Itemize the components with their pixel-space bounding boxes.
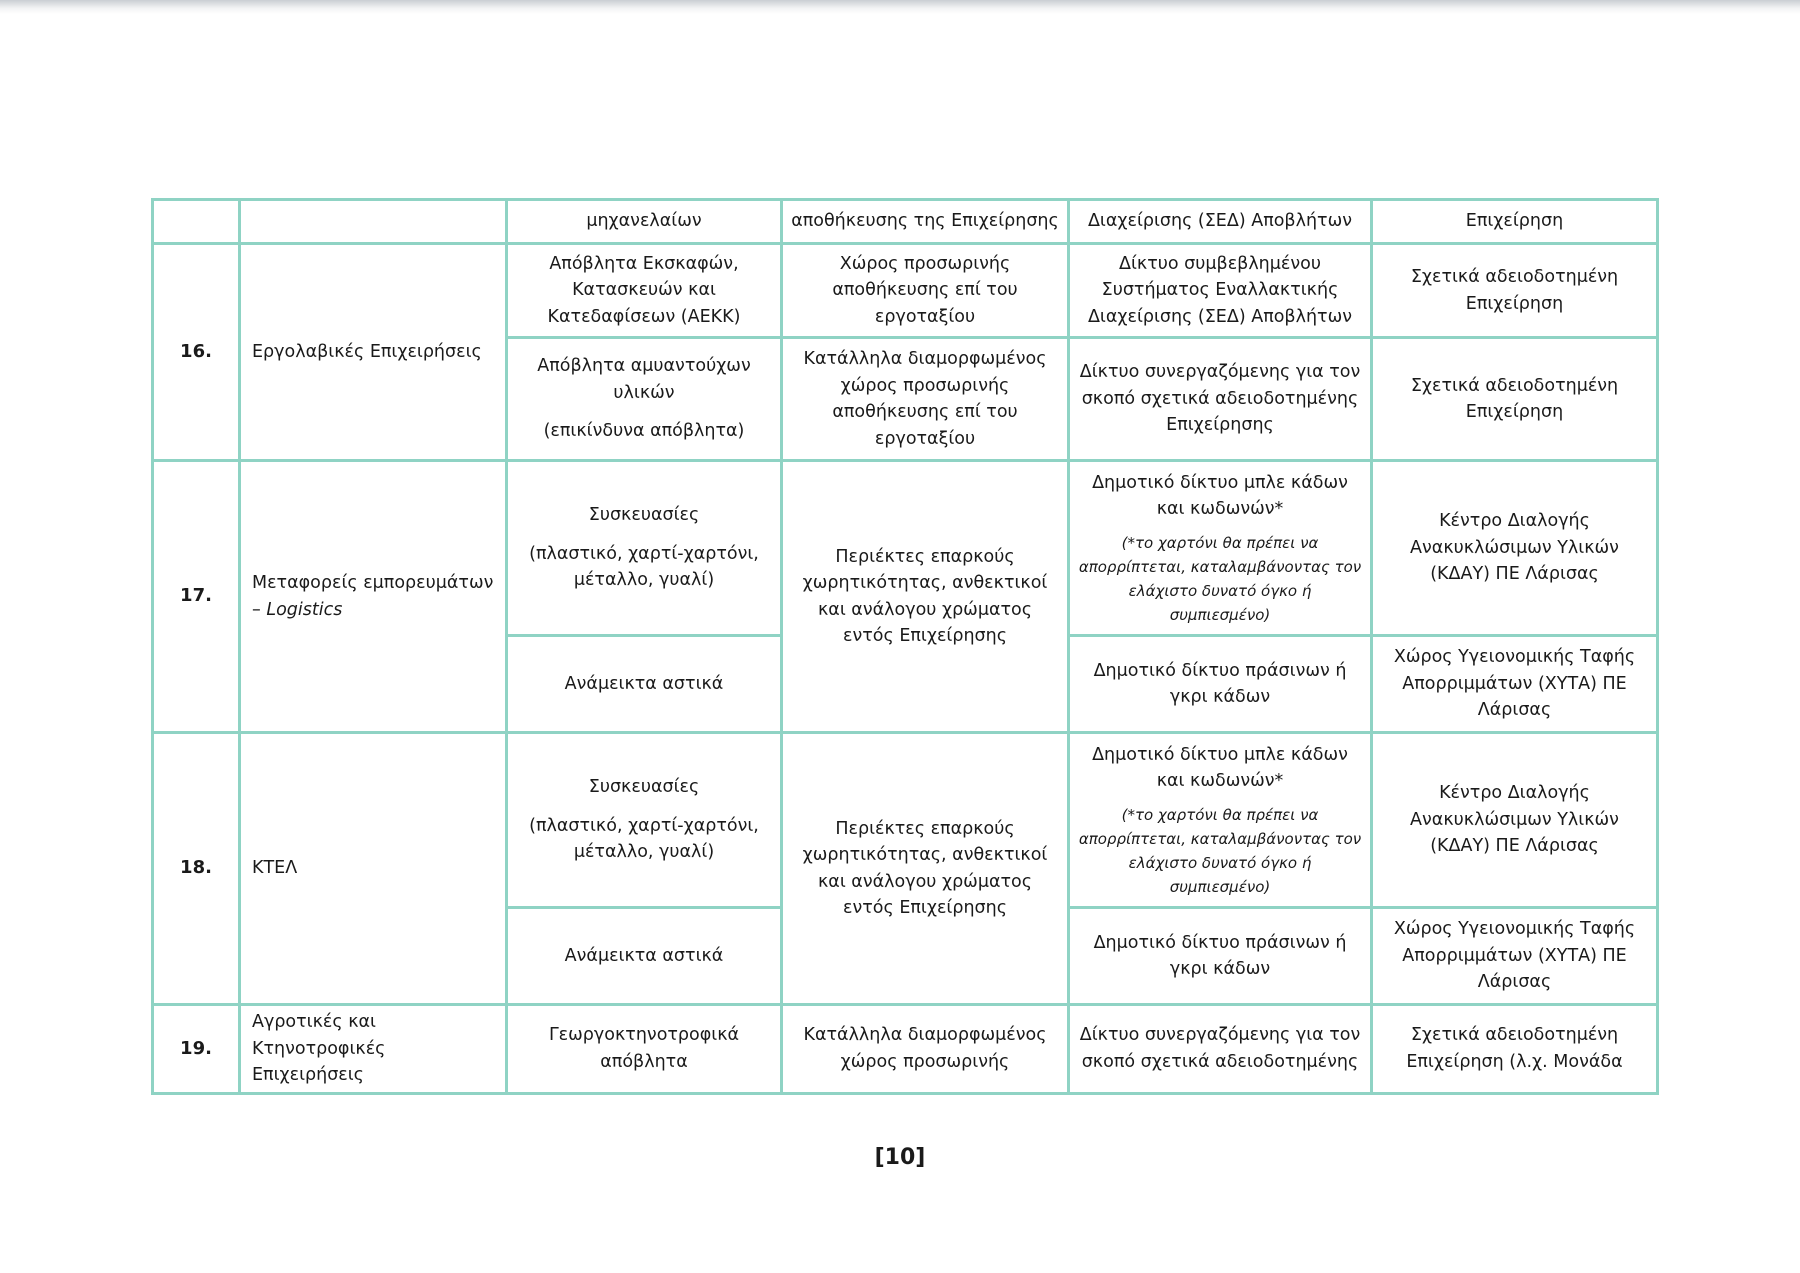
waste-type-cell: Απόβλητα Εκσκαφών, Κατασκευών και Κατεδαφίσεων (ΑΕΚΚ) (507, 244, 782, 338)
waste-type-cell: Ανάμεικτα αστικά (507, 636, 782, 733)
network-label: Δημοτικό δίκτυο μπλε κάδων και κωδωνών* (1092, 472, 1348, 519)
storage-cell: αποθήκευσης της Επιχείρησης (782, 200, 1069, 244)
table-row-continued (153, 200, 1658, 244)
waste-type-cell (507, 461, 782, 636)
collection-network-cell: Δημοτικό δίκτυο πράσινων ή γκρι κάδων (1069, 908, 1372, 1005)
waste-type-detail: (πλαστικό, χαρτί-χαρτόνι, μέταλλο, γυαλί) (529, 543, 759, 591)
activity-cell (240, 200, 507, 244)
row-number: 19. (153, 1005, 240, 1094)
destination-cell: Σχετικά αδειοδοτημένη Επιχείρηση (λ.χ. Μονάδα (1372, 1005, 1658, 1094)
waste-type-note: (επικίνδυνα απόβλητα) (543, 421, 745, 442)
table-row-16 (153, 244, 1658, 338)
table-row-17 (153, 461, 1658, 636)
network-footnote: (*το χαρτόνι θα πρέπει να απορρίπτεται, καταλαμβάνοντας τον ελάχιστο δυνατό όγκο ή συμπιεσμένο) (1078, 533, 1362, 624)
waste-type-cell: Γεωργοκτηνοτροφικά απόβλητα (507, 1005, 782, 1094)
destination-cell: Σχετικά αδειοδοτημένη Επιχείρηση (1372, 338, 1658, 461)
waste-type-label: Απόβλητα αμυαντούχων υλικών (537, 356, 751, 403)
collection-network-cell: Δίκτυο συμβεβλημένου Συστήματος Εναλλακτικής Διαχείρισης (ΣΕΔ) Αποβλήτων (1069, 244, 1372, 338)
collection-network-cell: Δίκτυο συνεργαζόμενης για τον σκοπό σχετικά αδειοδοτημένης (1069, 1005, 1372, 1094)
storage-cell: Κατάλληλα διαμορφωμένος χώρος προσωρινής αποθήκευσης επί του εργοταξίου (782, 338, 1069, 461)
collection-network-cell: Δημοτικό δίκτυο πράσινων ή γκρι κάδων (1069, 636, 1372, 733)
destination-cell: Χώρος Υγειονομικής Ταφής Απορριμμάτων (ΧΥΤΑ) ΠΕ Λάρισας (1372, 636, 1658, 733)
waste-type-detail: (πλαστικό, χαρτί-χαρτόνι, μέταλλο, γυαλί) (529, 815, 759, 863)
activity-cell (240, 461, 507, 733)
activity-cell: Αγροτικές και Κτηνοτροφικές Επιχειρήσεις (240, 1005, 507, 1094)
activity-cell: ΚΤΕΛ (240, 733, 507, 1005)
waste-type-cell (507, 733, 782, 908)
waste-type-cell: μηχανελαίων (507, 200, 782, 244)
storage-cell: Περιέκτες επαρκούς χωρητικότητας, ανθεκτικοί και ανάλογου χρώματος εντός Επιχείρησης (782, 461, 1069, 733)
storage-cell: Χώρος προσωρινής αποθήκευσης επί του εργοταξίου (782, 244, 1069, 338)
waste-type-label: Συσκευασίες (588, 505, 700, 526)
collection-network-cell (1069, 461, 1372, 636)
activity-label-italic: Logistics (266, 599, 343, 620)
network-label: Δημοτικό δίκτυο μπλε κάδων και κωδωνών* (1092, 744, 1348, 791)
destination-cell: Επιχείρηση (1372, 200, 1658, 244)
waste-type-cell (507, 338, 782, 461)
row-number: 18. (153, 733, 240, 1005)
destination-cell: Κέντρο Διαλογής Ανακυκλώσιμων Υλικών (ΚΔΑΥ) ΠΕ Λάρισας (1372, 733, 1658, 908)
destination-cell: Χώρος Υγειονομικής Ταφής Απορριμμάτων (ΧΥΤΑ) ΠΕ Λάρισας (1372, 908, 1658, 1005)
row-number: 16. (153, 244, 240, 461)
network-footnote: (*το χαρτόνι θα πρέπει να απορρίπτεται, καταλαμβάνοντας τον ελάχιστο δυνατό όγκο ή συμπιεσμένο) (1078, 805, 1362, 896)
activity-cell: Εργολαβικές Επιχειρήσεις (240, 244, 507, 461)
table-row-18 (153, 733, 1658, 908)
destination-cell: Κέντρο Διαλογής Ανακυκλώσιμων Υλικών (ΚΔΑΥ) ΠΕ Λάρισας (1372, 461, 1658, 636)
number-cell (153, 200, 240, 244)
activity-label: Μεταφορείς εμπορευμάτων – (252, 573, 494, 620)
waste-management-table (151, 198, 1659, 1095)
scan-top-edge (0, 0, 1800, 14)
collection-network-cell: Δίκτυο συνεργαζόμενης για τον σκοπό σχετικά αδειοδοτημένης Επιχείρησης (1069, 338, 1372, 461)
waste-type-label: Συσκευασίες (588, 777, 700, 798)
destination-cell: Σχετικά αδειοδοτημένη Επιχείρηση (1372, 244, 1658, 338)
collection-network-cell: Διαχείρισης (ΣΕΔ) Αποβλήτων (1069, 200, 1372, 244)
waste-type-cell: Ανάμεικτα αστικά (507, 908, 782, 1005)
row-number: 17. (153, 461, 240, 733)
collection-network-cell (1069, 733, 1372, 908)
page-number: [10] (874, 1145, 926, 1170)
table-row-19 (153, 1005, 1658, 1094)
storage-cell: Κατάλληλα διαμορφωμένος χώρος προσωρινής (782, 1005, 1069, 1094)
storage-cell: Περιέκτες επαρκούς χωρητικότητας, ανθεκτικοί και ανάλογου χρώματος εντός Επιχείρησης (782, 733, 1069, 1005)
